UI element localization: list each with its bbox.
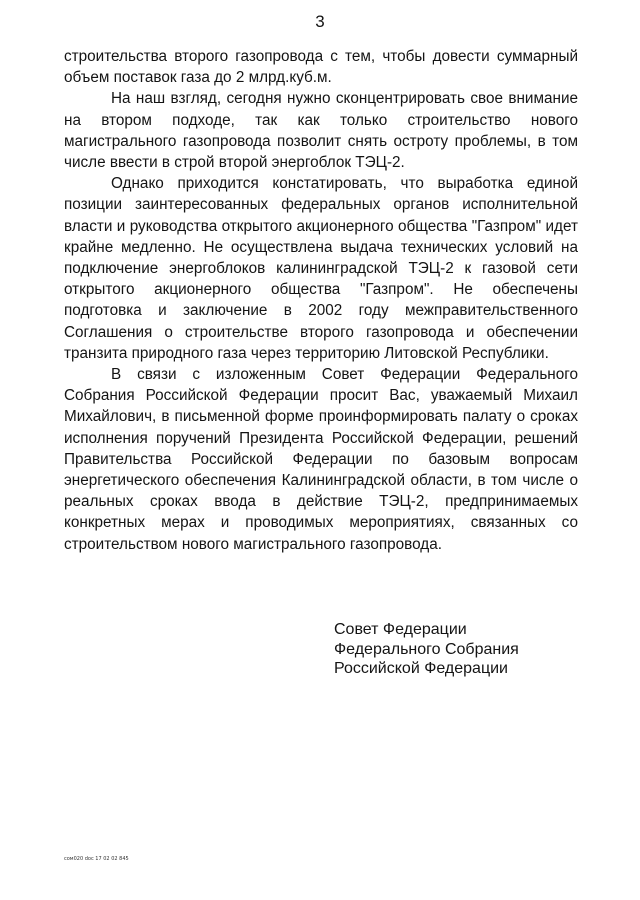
paragraph-continuation: строительства второго газопровода с тем, чтобы довести суммарный объем поставок газа до 2 млрд.куб.м. <box>64 48 578 87</box>
page-number: 3 <box>315 12 325 31</box>
signature-line-3: Российской Федерации <box>334 660 508 677</box>
signature-line-1: Совет Федерации <box>334 621 467 638</box>
paragraph-approach: На наш взгляд, сегодня нужно сконцентрировать свое внимание на втором подходе, так как только строительство нового магистрального газопровода позволит снять остроту проблемы, в том числе ввести в строй второй энергоблок ТЭЦ-2. <box>64 90 578 172</box>
paragraph-concerns: Однако приходится констатировать, что выработка единой позиции заинтересованных федеральных органов исполнительной власти и руководства открытого акционерного общества "Газпром" идет крайне медленно. Не осуществлена выдача технических условий на подключение энергоблоков калининградской ТЭЦ-2 к газовой сети открытого акционерного общества "Газпром". Не обеспечены подготовка и заключение в 2002 году межправительственного Соглашения о строительстве второго газопровода и обеспечении транзита природного газа через территорию Литовской Республики. <box>64 175 578 362</box>
signature-line-2: Федерального Собрания <box>334 640 519 658</box>
footer-file-reference: сом020 doc 17 02 02 845 <box>64 856 129 862</box>
signature-block <box>334 620 594 679</box>
letter-body <box>64 46 578 555</box>
paragraph-request: В связи с изложенным Совет Федерации Федерального Собрания Российской Федерации просит Вас, уважаемый Михаил Михайлович, в письменной форме проинформировать палату о сроках исполнения поручений Президента Российской Федерации, решений Правительства Российской Федерации по базовым вопросам энергетического обеспечения Калининградской области, в том числе о реальных сроках ввода в действие ТЭЦ-2, предпринимаемых конкретных мерах и проводимых мероприятиях, связанных со строительством нового магистрального газопровода. <box>64 366 578 553</box>
